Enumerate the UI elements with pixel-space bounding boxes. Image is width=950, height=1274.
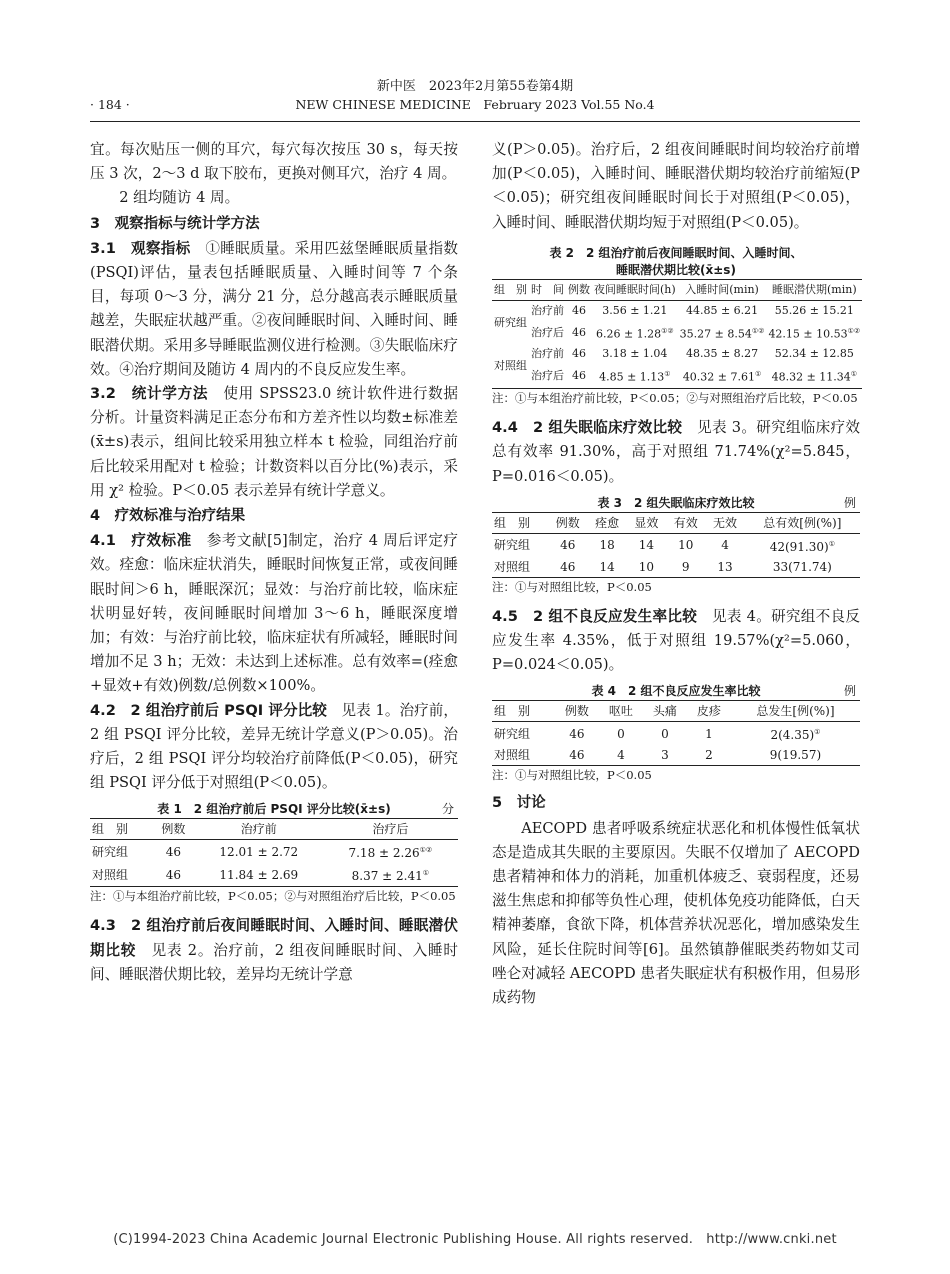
heading-4-5: 4.5 2 组不良反应发生率比较 xyxy=(492,607,698,625)
table-header: 皮疹 xyxy=(687,701,731,722)
table-row xyxy=(492,722,860,746)
table-cell xyxy=(323,863,458,887)
table-row xyxy=(90,863,458,887)
section-5-heading: 5 讨论 xyxy=(492,795,546,812)
table-cell: 10 xyxy=(678,538,694,553)
table-cell: 18 xyxy=(599,538,615,553)
table-cell: 46 xyxy=(572,303,586,317)
table-header: 治疗后 xyxy=(323,819,458,840)
left-column xyxy=(90,138,458,987)
table-cell: 13 xyxy=(717,559,733,574)
table3-caption-text: 表 3 2 组失眠临床疗效比较 xyxy=(597,495,755,510)
table-cell: 3 xyxy=(661,748,669,763)
table-cell: 46 xyxy=(572,325,586,339)
table-cell: 研究组 xyxy=(494,538,531,553)
table-cell: 9(19.57) xyxy=(769,748,822,763)
table-header: 组 别 xyxy=(492,512,548,533)
table-header: 有效 xyxy=(666,512,705,533)
group-cell: 研究组 xyxy=(494,315,527,329)
table-row xyxy=(492,321,862,345)
table-cell xyxy=(592,321,678,345)
text-4-3: 见表 2。治疗前，2 组夜间睡眠时间、入睡时间、睡眠潜伏期比较，差异均无统计学意 xyxy=(90,941,458,983)
table-cell: 46 xyxy=(165,867,181,882)
table-cell: 55.26 ± 15.21 xyxy=(774,303,854,317)
table-row xyxy=(492,745,860,766)
table-row xyxy=(90,840,458,864)
table-row xyxy=(492,300,862,321)
table-cell: 44.85 ± 6.21 xyxy=(685,303,759,317)
significance-mark: ①② xyxy=(847,326,861,335)
table-cell: 12.01 ± 2.72 xyxy=(219,844,299,859)
table-cell-value: 40.32 ± 7.61 xyxy=(682,371,756,385)
table-header: 治疗前 xyxy=(195,819,323,840)
table-cell: 研究组 xyxy=(494,726,531,741)
table-cell: 治疗后 xyxy=(531,325,564,339)
para-discussion: AECOPD 患者呼吸系统症状恶化和机体慢性低氧状态是造成其失眠的主要原因。失眠不仅增加了 AECOPD 患者精神和体力的消耗，加重机体疲乏、衰弱程度，还易滋生焦虑和抑郁等负性心理，使机体免疫功能降低，白天精神萎靡，食欲下降，机体营养状况恶化，增加感染发生风险，延长住院时间等[6]。虽然镇静催眠类药物如艾司唑仑对减轻 AECOPD 患者失眠症状有积极作用，但易形成药物 xyxy=(492,819,860,1006)
table-header: 总有效[例(%)] xyxy=(745,512,860,533)
table-cell xyxy=(323,840,458,864)
table-row xyxy=(492,344,862,364)
table-cell xyxy=(678,321,767,345)
right-column xyxy=(492,138,860,1010)
table-header: 无效 xyxy=(705,512,744,533)
page-number: · 184 · xyxy=(90,97,130,112)
table4-unit: 例 xyxy=(843,684,856,699)
table-header: 头痛 xyxy=(643,701,687,722)
significance-mark: ① xyxy=(422,869,430,878)
table-header: 总发生[例(%)] xyxy=(731,701,860,722)
table-cell-value: 2(4.35) xyxy=(770,728,815,743)
text-3-1: ①睡眠质量。采用匹兹堡睡眠质量指数(PSQI)评估，量表包括睡眠质量、入睡时间等 7 个条目，每项 0～3 分，满分 21 分，总分越高表示睡眠质量越差，失眠症状越严重。②夜间睡眠时间、入睡时间、睡眠潜伏期。采用多导睡眠监测仪进行检测。③失眠临床疗效。④治疗期间及随访 4 周内的不良反应发生率。 xyxy=(90,239,458,378)
table-cell: 治疗前 xyxy=(531,303,564,317)
table4-note: 注：①与对照组比较，P＜0.05 xyxy=(492,768,652,783)
table-cell: 10 xyxy=(638,559,655,574)
significance-mark: ①② xyxy=(661,326,674,335)
table3-unit: 例 xyxy=(843,495,856,510)
table2 xyxy=(492,279,862,389)
table-cell: 治疗前 xyxy=(531,347,564,361)
table-cell: 46 xyxy=(572,347,586,361)
table-header: 呕吐 xyxy=(599,701,643,722)
journal-issue-cn: 新中医 2023年2月第55卷第4期 xyxy=(376,79,574,94)
journal-issue-en xyxy=(90,96,860,114)
table-header: 睡眠潜伏期(min) xyxy=(766,279,862,300)
table3 xyxy=(492,512,860,578)
table-cell: 1 xyxy=(705,726,713,741)
table-cell-value: 7.18 ± 2.26 xyxy=(348,846,420,861)
table-cell: 46 xyxy=(165,844,181,859)
table-header: 例数 xyxy=(555,701,599,722)
table-header: 时 间 xyxy=(529,279,566,300)
table-row xyxy=(492,364,862,388)
significance-mark: ① xyxy=(755,370,762,379)
heading-3-2: 3.2 统计学方法 xyxy=(90,385,209,403)
heading-4-2: 4.2 2 组治疗前后 PSQI 评分比较 xyxy=(90,701,327,719)
para-4-5 xyxy=(492,605,860,678)
table-cell: 对照组 xyxy=(92,867,129,882)
table1 xyxy=(90,818,458,887)
table-cell-value: 35.27 ± 8.54 xyxy=(679,327,752,341)
para-continued: 宜。每次贴压一侧的耳穴，每穴每次按压 30 s，每天按压 3 次，2～3 d 取下胶布，更换对侧耳穴，治疗 4 周。 xyxy=(90,141,458,183)
table-cell: 46 xyxy=(560,538,576,553)
table-header: 显效 xyxy=(627,512,666,533)
table-cell: 33(71.74) xyxy=(772,559,832,574)
para-4-4 xyxy=(492,416,860,489)
table-cell-value: 4.85 ± 1.13 xyxy=(599,371,665,385)
table-cell xyxy=(592,364,678,388)
table-cell: 研究组 xyxy=(92,844,129,859)
table2-header-row xyxy=(492,279,862,300)
table4-caption xyxy=(492,683,860,700)
table-cell: 对照组 xyxy=(494,559,531,574)
table3-note: 注：①与对照组比较，P＜0.05 xyxy=(492,579,652,594)
table-cell xyxy=(678,364,767,388)
table-cell xyxy=(731,722,860,746)
table-cell: 4 xyxy=(617,748,625,763)
text-4-5: 见表 4。研究组不良反应发生率 4.35%，低于对照组 19.57%(χ²=5.060，P=0.024＜0.05)。 xyxy=(492,607,860,674)
significance-mark: ①② xyxy=(751,326,765,335)
table-header: 例数 xyxy=(566,279,592,300)
significance-mark: ①② xyxy=(419,846,433,855)
copyright-footer: (C)1994-2023 China Academic Journal Electronic Publishing House. All rights reserved. http://www.cnki.net xyxy=(113,1232,837,1247)
text-4-4: 见表 3。研究组临床疗效总有效率 91.30%，高于对照组 71.74%(χ²=5.845，P=0.016＜0.05)。 xyxy=(492,419,860,485)
text-3-2: 使用 SPSS23.0 统计软件进行数据分析。计量资料满足正态分布和方差齐性以均数±标准差(x̄±s)表示，组间比较采用独立样本 t 检验，同组治疗前后比较采用配对 t 检验；计数资料以百分比(%)表示，采用 χ² 检验。P＜0.05 表示差异有统计学意义。 xyxy=(90,385,458,499)
heading-3-1: 3.1 观察指标 xyxy=(90,239,191,257)
table-cell: 52.34 ± 12.85 xyxy=(774,347,854,361)
text-4-1: 参考文献[5]制定，治疗 4 周后评定疗效。痊愈：临床症状消失，睡眠时间恢复正常，或夜间睡眠时间＞6 h，睡眠深沉；显效：与治疗前比较，临床症状明显好转，夜间睡眠时间增加 3～6 h，睡眠深度增加；有效：与治疗前比较，临床症状有所减轻，睡眠时间增加不足 3 h；无效：未达到上述标准。总有效率=(痊愈+显效+有效)例数/总例数×100%。 xyxy=(90,532,458,695)
table2-caption-line2: 睡眠潜伏期比较(x̄±s) xyxy=(616,262,736,277)
para-3-1 xyxy=(90,237,458,382)
table-cell: 0 xyxy=(661,726,669,741)
table-header: 例数 xyxy=(548,512,587,533)
heading-4-3: 4.3 2 组治疗前后夜间睡眠时间、入睡时间、睡眠潜伏期比较 xyxy=(90,917,458,959)
running-header xyxy=(90,78,860,120)
significance-mark: ① xyxy=(850,370,858,379)
table-cell-value: 6.26 ± 1.28 xyxy=(595,327,662,341)
table-header: 痊愈 xyxy=(587,512,626,533)
table4 xyxy=(492,700,860,766)
table4-header-row xyxy=(492,701,860,722)
journal-issue-en-text: NEW CHINESE MEDICINE February 2023 Vol.55 No.4 xyxy=(295,97,655,112)
significance-mark: ① xyxy=(814,728,821,737)
table-header: 入睡时间(min) xyxy=(678,279,767,300)
para-4-1 xyxy=(90,529,458,698)
table3-header-row xyxy=(492,512,860,533)
table-cell: 46 xyxy=(572,369,586,383)
table-cell: 14 xyxy=(599,559,615,574)
table4-caption-text: 表 4 2 组不良反应发生率比较 xyxy=(591,684,761,699)
para-4-3 xyxy=(90,914,458,987)
table1-caption-text: 表 1 2 组治疗前后 PSQI 评分比较(x̄±s) xyxy=(157,802,391,817)
table3-caption xyxy=(492,495,860,512)
text-4-2: 见表 1。治疗前，2 组 PSQI 评分比较，差异无统计学意义(P＞0.05)。治疗后，2 组 PSQI 评分均较治疗前降低(P＜0.05)，研究组 PSQI 评分低于对照组(P＜0.05)。 xyxy=(90,701,458,792)
table-cell: 46 xyxy=(569,748,585,763)
table-row xyxy=(492,557,860,578)
table2-note: 注：①与本组治疗前比较，P＜0.05；②与对照组治疗后比较，P＜0.05 xyxy=(492,391,858,406)
table-cell: 治疗后 xyxy=(531,369,564,383)
para-continued-right: 义(P＞0.05)。治疗后，2 组夜间睡眠时间均较治疗前增加(P＜0.05)，入睡时间、睡眠潜伏期均较治疗前缩短(P＜0.05)；研究组夜间睡眠时间长于对照组(P＜0.05)，入睡时间、睡眠潜伏期均短于对照组(P＜0.05)。 xyxy=(492,141,860,231)
table-cell-value: 42.15 ± 10.53 xyxy=(768,327,848,341)
table-cell: 46 xyxy=(560,559,576,574)
table-cell: 9 xyxy=(681,559,690,574)
table1-unit: 分 xyxy=(441,802,454,817)
table2-caption-line1: 表 2 2 组治疗前后夜间睡眠时间、入睡时间、 xyxy=(549,245,803,260)
significance-mark: ① xyxy=(664,370,671,379)
table-cell: 46 xyxy=(569,726,585,741)
table-cell xyxy=(766,321,862,345)
heading-4-4: 4.4 2 组失眠临床疗效比较 xyxy=(492,419,683,437)
table1-caption xyxy=(90,801,458,818)
table2-caption xyxy=(492,245,860,279)
table-cell: 3.56 ± 1.21 xyxy=(602,303,668,317)
table-header: 组 别 xyxy=(492,279,529,300)
table-cell: 2 xyxy=(705,748,713,763)
table-header: 夜间睡眠时间(h) xyxy=(592,279,678,300)
para-4-2 xyxy=(90,699,458,796)
table-header: 组 别 xyxy=(492,701,555,722)
table-cell-value: 8.37 ± 2.41 xyxy=(351,869,423,884)
table-cell xyxy=(766,364,862,388)
table-cell: 0 xyxy=(617,726,625,741)
table-cell-value: 48.32 ± 11.34 xyxy=(771,371,851,385)
heading-4-1: 4.1 疗效标准 xyxy=(90,532,192,550)
table-row xyxy=(492,533,860,557)
table1-note: 注：①与本组治疗前比较，P＜0.05；②与对照组治疗后比较，P＜0.05 xyxy=(90,889,456,904)
table-header: 例数 xyxy=(152,819,195,840)
significance-mark: ① xyxy=(828,539,835,548)
table-cell: 4 xyxy=(721,538,729,553)
group-cell: 对照组 xyxy=(494,359,527,373)
table-cell xyxy=(745,533,860,557)
section-3-heading: 3 观察指标与统计学方法 xyxy=(90,215,260,232)
table-cell-value: 42(91.30) xyxy=(769,539,829,554)
para-followup: 2 组均随访 4 周。 xyxy=(119,189,240,207)
table-header: 组 别 xyxy=(90,819,152,840)
section-4-heading: 4 疗效标准与治疗结果 xyxy=(90,508,246,525)
table-cell: 14 xyxy=(638,538,655,553)
table-cell: 11.84 ± 2.69 xyxy=(219,867,299,882)
table-cell: 48.35 ± 8.27 xyxy=(685,347,759,361)
table1-header-row xyxy=(90,819,458,840)
para-3-2 xyxy=(90,382,458,503)
header-rule xyxy=(90,121,860,122)
table-cell: 对照组 xyxy=(494,748,531,763)
table-cell: 3.18 ± 1.04 xyxy=(602,347,668,361)
